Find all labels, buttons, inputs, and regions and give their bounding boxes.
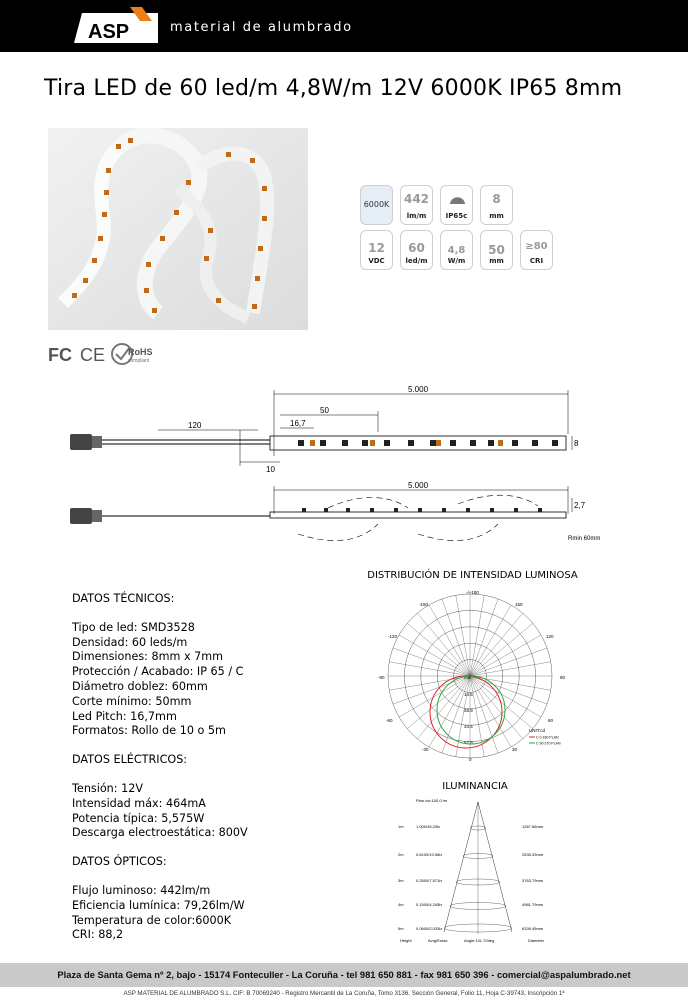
spec-line: Dimensiones: 8mm x 7mm xyxy=(72,650,224,664)
svg-text:Diameter: Diameter xyxy=(528,938,545,943)
svg-text:UNIT:cd: UNIT:cd xyxy=(529,728,546,733)
dim-width: 8 xyxy=(574,439,579,448)
svg-text:57.8: 57.8 xyxy=(464,740,473,745)
svg-text:30: 30 xyxy=(512,747,518,752)
side-view xyxy=(70,481,600,542)
svg-text:28.9: 28.9 xyxy=(464,708,473,713)
svg-text:4981.79mm: 4981.79mm xyxy=(522,902,544,907)
power-icon: 4,8 W/m xyxy=(440,230,473,270)
svg-text:1m: 1m xyxy=(398,824,404,829)
logo-text: ASP xyxy=(88,21,130,43)
cri-icon: ≥80 CRI xyxy=(520,230,553,270)
spec-line: Corte mínimo: 50mm xyxy=(72,694,192,708)
spec-line: Flujo luminoso: 442lm/m xyxy=(72,883,211,897)
footer-legal: ASP MATERIAL DE ALUMBRADO S.L. CIF: B 70069240 - Registro Mercantil de La Coruña, Tomo 3136, Sección General, Folio 11, Hoja C-39743, Inscripción 1ª xyxy=(123,990,565,997)
dim-cable: 120 xyxy=(188,421,202,430)
svg-text:0.2500/7.571lx: 0.2500/7.571lx xyxy=(416,878,443,883)
header-bar xyxy=(0,0,688,52)
rohs-logo: RoHS xyxy=(128,347,153,357)
technical-heading: DATOS TÉCNICOS: xyxy=(72,592,175,605)
svg-text:43.4: 43.4 xyxy=(464,724,473,729)
svg-text:-120: -120 xyxy=(388,634,398,639)
svg-text:2535.33mm: 2535.33mm xyxy=(522,852,544,857)
svg-text:0.0: 0.0 xyxy=(464,675,471,680)
cut-length-icon: 50 mm xyxy=(480,230,513,270)
svg-text:90: 90 xyxy=(560,675,566,680)
radius-note: Rmin 60mm xyxy=(568,536,601,542)
spec-line: Led Pitch: 16,7mm xyxy=(72,709,177,723)
spec-line: Descarga electroestática: 800V xyxy=(72,826,248,840)
polar-legend xyxy=(529,728,561,746)
svg-text:-30: -30 xyxy=(422,747,429,752)
spec-line: Formatos: Rollo de 10 o 5m xyxy=(72,724,226,738)
svg-text:0: 0 xyxy=(469,757,472,762)
svg-text:60: 60 xyxy=(548,718,554,723)
polar-ring-labels xyxy=(464,675,473,745)
svg-text:Avrg/Emax: Avrg/Emax xyxy=(428,938,448,943)
spec-line: Densidad: 60 leds/m xyxy=(72,635,188,649)
svg-text:0.0600/2.033lx: 0.0600/2.033lx xyxy=(416,926,443,931)
color-temp-icon: 6000K xyxy=(360,185,393,225)
svg-text:3763.79mm: 3763.79mm xyxy=(522,878,544,883)
svg-text:5m: 5m xyxy=(398,926,404,931)
spec-line: Diámetro doblez: 60mm xyxy=(72,679,208,693)
svg-text:C 90-270 PLAN: C 90-270 PLAN xyxy=(536,741,561,746)
illuminance-rows xyxy=(398,824,544,932)
svg-text:1267.66mm: 1267.66mm xyxy=(522,824,544,829)
dim-height: 2,7 xyxy=(574,501,586,510)
lumen-icon: 442 lm/m xyxy=(400,185,433,225)
dim-pitch: 16,7 xyxy=(290,419,306,428)
dim-total-bottom: 5.000 xyxy=(408,481,429,490)
spec-line: Potencia típica: 5,575W xyxy=(72,811,205,825)
svg-text:0.6100/10.56lx: 0.6100/10.56lx xyxy=(416,852,443,857)
dim-total-top: 5.000 xyxy=(408,385,429,394)
electrical-heading: DATOS ELÉCTRICOS: xyxy=(72,753,188,767)
led-density-icon: 60 led/m xyxy=(400,230,433,270)
illuminance-title: ILUMINANCIA xyxy=(442,781,508,792)
fc-logo: FC xyxy=(48,345,72,365)
width-icon: 8 mm xyxy=(480,185,513,225)
footer-address: Plaza de Santa Gema nº 2, bajo - 15174 Fonteculler - La Coruña - tel 981 650 881 - fax 981 650 396 - comercial@aspalumbrado.net xyxy=(0,963,688,987)
svg-text:120: 120 xyxy=(546,634,554,639)
spec-line: CRI: 88,2 xyxy=(72,928,124,942)
svg-text:-90: -90 xyxy=(378,675,385,680)
svg-text:Height: Height xyxy=(400,938,412,943)
svg-text:150: 150 xyxy=(515,602,523,607)
svg-text:Angle:101.70deg: Angle:101.70deg xyxy=(464,938,495,943)
dim-cut: 50 xyxy=(320,406,329,415)
asp-logo xyxy=(72,7,160,47)
spec-line: Eficiencia lumínica: 79,26lm/W xyxy=(72,898,245,912)
polar-title: DISTRIBUCIÓN DE INTENSIDAD LUMINOSA xyxy=(367,570,578,581)
svg-text:14.5: 14.5 xyxy=(464,692,473,697)
svg-text:-60: -60 xyxy=(386,718,393,723)
spec-line: Tipo de led: SMD3528 xyxy=(72,620,195,634)
svg-text:4m: 4m xyxy=(398,902,404,907)
dim-offset: 10 xyxy=(266,465,275,474)
svg-text:0.1500/4.245lx: 0.1500/4.245lx xyxy=(416,902,443,907)
svg-text:3m: 3m xyxy=(398,878,404,883)
rohs-sub: compliant xyxy=(128,358,150,364)
spec-line: Intensidad máx: 464mA xyxy=(72,796,206,810)
svg-text:1.000/45.23lx: 1.000/45.23lx xyxy=(416,824,441,829)
voltage-icon: 12 VDC xyxy=(360,230,393,270)
svg-text:Plan cut:100.0 lm: Plan cut:100.0 lm xyxy=(416,798,447,803)
top-view xyxy=(70,385,579,474)
certification-logos xyxy=(48,342,168,366)
tagline: material de alumbrado xyxy=(170,20,353,35)
product-title: Tira LED de 60 led/m 4,8W/m 12V 6000K IP65 8mm xyxy=(44,76,623,101)
specifications xyxy=(72,592,352,943)
technical-drawing xyxy=(58,384,658,564)
svg-text:-/+180: -/+180 xyxy=(466,590,479,595)
svg-text:6339.45mm: 6339.45mm xyxy=(522,926,544,931)
optical-heading: DATOS ÓPTICOS: xyxy=(72,855,167,869)
feature-icons xyxy=(360,185,560,275)
polar-diagram xyxy=(372,586,572,766)
product-photo xyxy=(48,128,308,330)
ce-logo: CE xyxy=(80,345,106,365)
illuminance-diagram xyxy=(398,794,558,946)
svg-text:C 0-180 PLAN: C 0-180 PLAN xyxy=(536,735,559,740)
spec-line: Tensión: 12V xyxy=(72,781,143,795)
spec-line: Temperatura de color:6000K xyxy=(72,913,232,927)
ip-rating-icon: IP65c xyxy=(440,185,473,225)
svg-text:2m: 2m xyxy=(398,852,404,857)
spec-line: Protección / Acabado: IP 65 / C xyxy=(72,665,244,679)
svg-text:-150: -150 xyxy=(419,602,429,607)
